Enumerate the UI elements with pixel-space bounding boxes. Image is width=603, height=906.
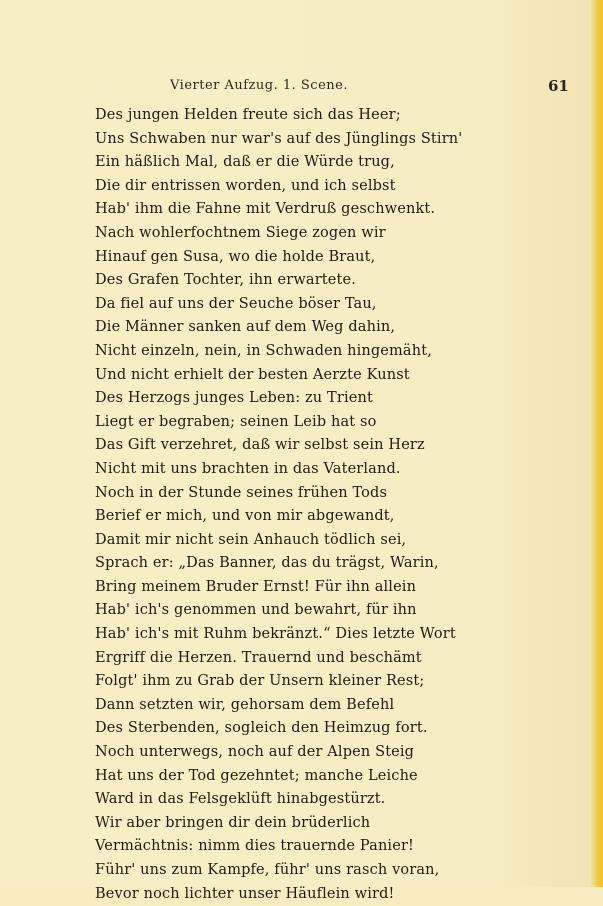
verse-line: Noch unterwegs, noch auf der Alpen Steig [95,744,415,761]
verse-line: Hinauf gen Susa, wo die holde Braut, [95,248,376,265]
verse-line: Sprach er: „Das Banner, das du trägst, Warin, [95,555,439,572]
verse-line: Die dir entrissen worden, und ich selbst [95,177,396,194]
verse-line: Nicht mit uns brachten in das Vaterland. [95,460,401,477]
page-header [0,78,603,98]
verse-line: Wir aber bringen dir dein brüderlich [95,814,371,831]
verse-line: Hab' ihm die Fahne mit Verdruß geschwenkt. [95,201,436,218]
verse-line: Und nicht erhielt der besten Aerzte Kunst [95,366,410,383]
verse-line: Bring meinem Bruder Ernst! Für ihn allein [95,578,417,595]
verse-line: Die Männer sanken auf dem Weg dahin, [95,319,396,336]
verse-line: Hab' ich's mit Ruhm bekränzt.“ Dies letzte Wort [95,626,456,643]
page-edge [591,0,603,887]
verse-line: Uns Schwaben nur war's auf des Jünglings Stirn' [95,130,463,147]
verse-line: Des jungen Helden freute sich das Heer; [95,107,401,123]
verse-line: Des Herzogs junges Leben: zu Trient [95,390,373,407]
verse-line: Führ' uns zum Kampfe, führ' uns rasch voran, [95,862,440,878]
verse-line: Des Sterbenden, sogleich den Heimzug fort. [95,720,428,737]
verse-line: Des Grafen Tochter, ihn erwartete. [95,272,356,289]
running-head: Vierter Aufzug. 1. Scene. [170,78,348,93]
verse-line: Da fiel auf uns der Seuche böser Tau, [95,295,377,312]
verse-line: Ein häßlich Mal, daß er die Würde trug, [95,154,395,171]
verse-line: Ward in das Felsgeklüft hinabgestürzt. [95,791,386,808]
verse-line: Noch in der Stunde seines frühen Tods [95,484,388,501]
verse-line: Berief er mich, und von mir abgewandt, [95,508,395,525]
verse-line: Nach wohlerfochtnem Siege zogen wir [95,224,386,241]
verse-line: Damit mir nicht sein Anhauch tödlich sei, [95,531,407,548]
verse-line: Vermächtnis: nimm dies trauernde Panier! [95,838,415,855]
verse-line: Dann setzten wir, gehorsam dem Befehl [95,696,395,713]
verse-line: Bevor noch lichter unser Häuflein wird! [95,885,395,902]
verse-line: Nicht einzeln, nein, in Schwaden hingemäht, [95,342,432,359]
verse-block [95,104,565,906]
verse-line: Ergriff die Herzen. Trauernd und beschämt [95,649,422,666]
verse-line: Hat uns der Tod gezehntet; manche Leiche [95,767,418,784]
verse-line: Liegt er begraben; seinen Leib hat so [95,413,377,430]
verse-line: Das Gift verzehret, daß wir selbst sein Herz [95,437,425,454]
verse-line: Hab' ich's genommen und bewahrt, für ihn [95,602,417,619]
verse-line: Folgt' ihm zu Grab der Unsern kleiner Rest; [95,673,425,690]
page-number: 61 [548,77,569,95]
